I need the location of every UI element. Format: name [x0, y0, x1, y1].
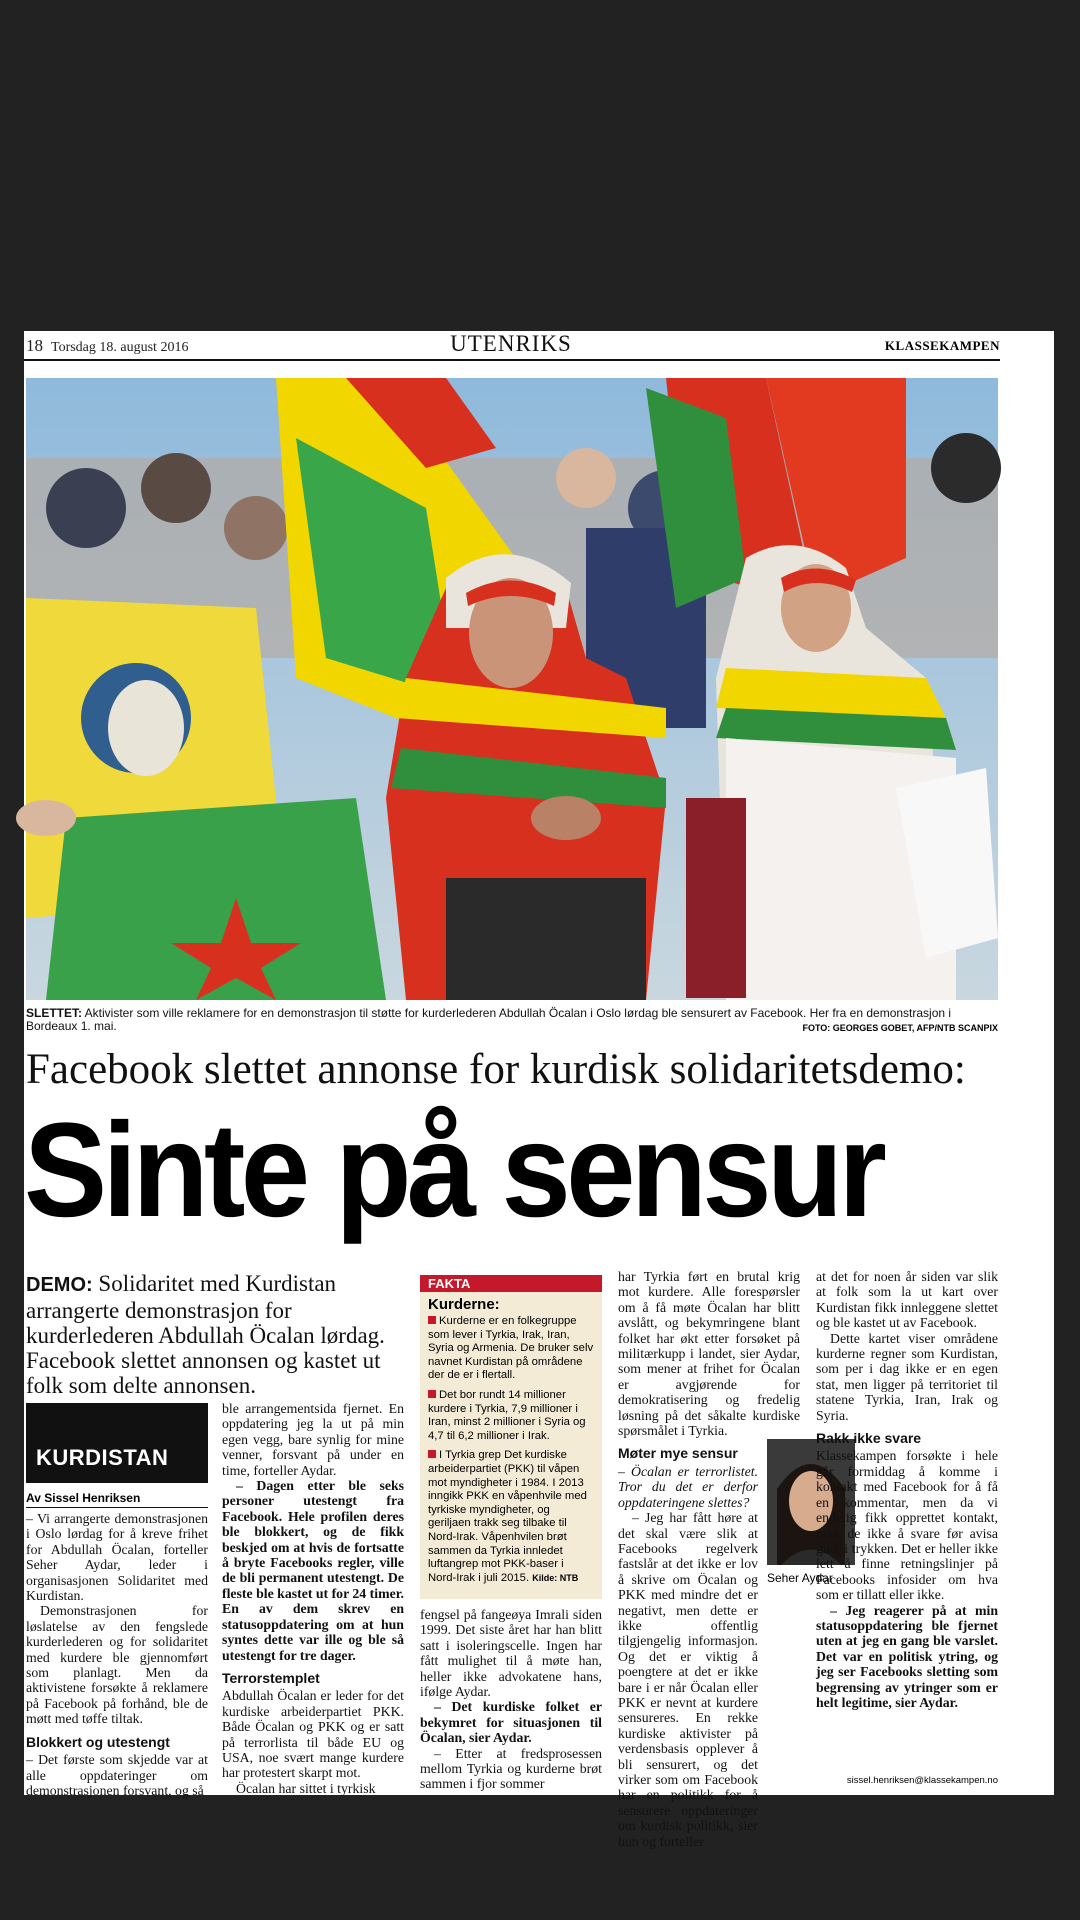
header-rule: [24, 359, 1000, 361]
demonstration-photo: [26, 378, 998, 1000]
fact-item: Det bor rundt 14 millioner kurdere i Tyrkia, 7,9 millioner i Iran, minst 2 millioner i Syria og 4,7 til 6,2 millioner i Irak.: [428, 1388, 586, 1442]
section-title: UTENRIKS: [450, 331, 572, 356]
fact-item: Kurderne er en folkegruppe som lever i Tyrkia, Irak, Iran, Syria og Armenia. De bruker selv navnet Kurdistan på områdene der de er i flertall.: [428, 1315, 594, 1382]
fact-item: I Tyrkia grep Det kurdiske arbeiderpartiet (PKK) til våpen mot myndigheter i 1984. I 2013 inngikk PKK en våpenhvile med tyrkiske myndigheter, og geriljaen trakk seg tilbake til Nord-Irak. Våpenhvilen brøt sammen da Tyrkia innledet luftangrep mot PKK-baser i Nord-Irak i juli 2015. Kilde: NTB: [428, 1449, 587, 1584]
paragraph: fengsel på fangeøya Imrali siden 1999. Det siste året har han blitt satt i isoleringscelle. Ingen har fått mulighet til å møte han, heller ikke advokatene hans, ifølge Aydar.: [420, 1607, 602, 1700]
paragraph: Abdullah Öcalan er leder for det kurdiske arbeiderpartiet PKK. Både Öcalan og PKK og er satt på terrorlista til både EU og USA, noe svært mange kurdere har protestert skarpt mot.: [222, 1688, 404, 1781]
portrait-caption: Seher Aydar: [767, 1571, 833, 1585]
page-number: 18: [26, 336, 43, 355]
fact-box-label: FAKTA: [420, 1275, 602, 1292]
page-date: Torsdag 18. august 2016: [51, 340, 189, 355]
author-email: sissel.henriksen@klassekampen.no: [846, 1775, 998, 1786]
paragraph: – Jeg har fått høre at det skal være slik at Facebooks regelverk fastslår at det ikke er lov å skrive om Öcalan og PKK med mindre det er negativt, men dette er ikke offentlig tilgjengelig informasjon. Og det er viktig å poengtere at det er ikke bare i er når Öcalan eller PKK er nevnt at kurdere sensureres. En rekke kurdiske aktivister på verdensbasis opplever å bli sensurert, og det virker som om Facebook har en politikk for å sensurere oppdateringer om kurdisk politikk, sier hun og forteller: [618, 1510, 758, 1849]
photo-illustration: [26, 378, 998, 1000]
paragraph: har Tyrkia ført en brutal krig mot kurdere. Alle forespørsler om å få møte Öcalan har blitt avslått, og bekymringene blant folket har økt etter forsøket på militærkupp i landet, sier Aydar, som mener at frihet for Öcalan er avgjørende for demokratisering og fredelig løsning på det såkalte kurdiske spørsmålet i Tyrkia.: [618, 1269, 800, 1439]
caption-text: Aktivister som ville reklamere for en demonstrasjon til støtte for kurderlederen Abdullah Öcalan i Oslo lørdag ble sensurert av Facebook. Her fra en demonstrasjon i Bordeaux 1. mai.: [26, 1006, 952, 1033]
paragraph: Öcalan har sittet i tyrkisk: [236, 1780, 376, 1796]
interview-question: – Öcalan er terrorlistet. Tror du det er derfor oppdateringene slettes?: [618, 1463, 758, 1510]
intro-text: Solidaritet med Kurdistan arrangerte demonstrasjon for kurderlederen Abdullah Öcalan lørdag. Facebook slettet annonsen og kastet ut folk som delte annonsen.: [26, 1271, 385, 1398]
subheading: Terrorstemplet: [222, 1669, 320, 1686]
paragraph: at det for noen år siden var slik at folk som la ut kart over Kurdistan fikk innleggene slettet og ble kastet ut av Facebook.: [816, 1269, 998, 1331]
caption-label: SLETTET:: [26, 1006, 82, 1020]
article-column-5: [816, 1269, 998, 1710]
paragraph: – Det første som skjedde var at alle oppdateringer om demonstrasjonen forsvant, og så: [26, 1752, 208, 1798]
intro-label: DEMO:: [26, 1274, 93, 1296]
paragraph: – Vi arrangerte demonstrasjonen i Oslo lørdag for å kreve frihet for Abdullah Öcalan, forteller Seher Aydar, leder i organisasjonen Solidaritet med Kurdistan.: [26, 1511, 208, 1604]
section-box: [26, 1403, 208, 1483]
quote-paragraph: – Dagen etter ble seks personer utestengt fra Facebook. Hele profilen deres ble blokkert, og de fikk beskjed om at hvis de fortsatte å bryte Facebooks regler, ville de bli permanent utestengt. De fleste ble kastet ut for 24 timer. En av dem skrev en statusoppdatering om at hun syntes dette var ille og ble så utestengt for tre dager.: [222, 1478, 404, 1663]
byline: Av Sissel Henriksen: [26, 1491, 208, 1508]
section-box-label: KURDISTAN: [36, 1445, 169, 1470]
paragraph: ble arrangementsida fjernet. En oppdatering jeg la ut på min egen vegg, bare synlig for mine venner, forsvant på under en time, forteller Aydar.: [222, 1401, 404, 1478]
bullet-square-icon: [428, 1316, 436, 1324]
fact-box-title: Kurderne:: [428, 1296, 500, 1313]
headline: Sinte på sensur: [24, 1096, 883, 1245]
quote-paragraph: – Det kurdiske folket er bekymret for situasjonen til Öcalan, sier Aydar.: [420, 1699, 602, 1746]
paragraph: – Etter at fredsprosessen mellom Tyrkia og kurderne brøt sammen i fjor sommer: [420, 1745, 602, 1792]
bullet-square-icon: [428, 1390, 436, 1398]
article-column-1: [26, 1511, 208, 1798]
subheading: Blokkert og utestengt: [26, 1733, 170, 1750]
paragraph: Dette kartet viser områdene kurderne regner som Kurdistan, som per i dag ikke er en egen stat, men ligger på territoriet til statene Tyrkia, Iran, Irak og Syria.: [816, 1330, 998, 1423]
newspaper-page: [24, 331, 1054, 1849]
kicker: Facebook slettet annonse for kurdisk solidaritetsdemo:: [26, 1046, 966, 1093]
photo-credit: FOTO: GEORGES GOBET, AFP/NTB SCANPIX: [802, 1023, 998, 1033]
bullet-square-icon: [428, 1450, 436, 1458]
paragraph: Demonstrasjonen for løslatelse av den fengslede kurderlederen og for solidaritet med kurdere ble gjennomført som planlagt. Men da aktivistene forsøkte å reklamere på Facebook på forhånd, ble de møtt med tøffe tiltak.: [26, 1603, 208, 1727]
article-column-2: [222, 1401, 404, 1796]
fact-box: [420, 1275, 602, 1599]
intro-lead: [26, 1271, 406, 1398]
newspaper-name: KLASSEKAMPEN: [884, 338, 1000, 353]
subheading: Møter mye sensur: [618, 1445, 738, 1462]
paragraph: Klassekampen forsøkte i hele går formiddag å komme i kontakt med Facebook for å få en kommentar, men da vi endelig fikk opprettet kontakt, rakk de ikke å svare før avisa gikk i trykken. Det er heller ikke lett å finne retningslinjer på Facebooks infosider om hva som er tillatt eller ikke.: [816, 1448, 998, 1603]
fact-source: Kilde: NTB: [532, 1572, 579, 1583]
subheading: Rakk ikke svare: [816, 1430, 922, 1447]
article-column-3: [420, 1607, 602, 1792]
quote-paragraph: – Jeg reagerer på at min statusoppdatering ble fjernet uten at jeg en gang ble varslet. Det var en politisk ytring, og jeg ser Facebooks sletting som begrensing av ytringer som er helt legitime, sier Aydar.: [816, 1602, 998, 1710]
